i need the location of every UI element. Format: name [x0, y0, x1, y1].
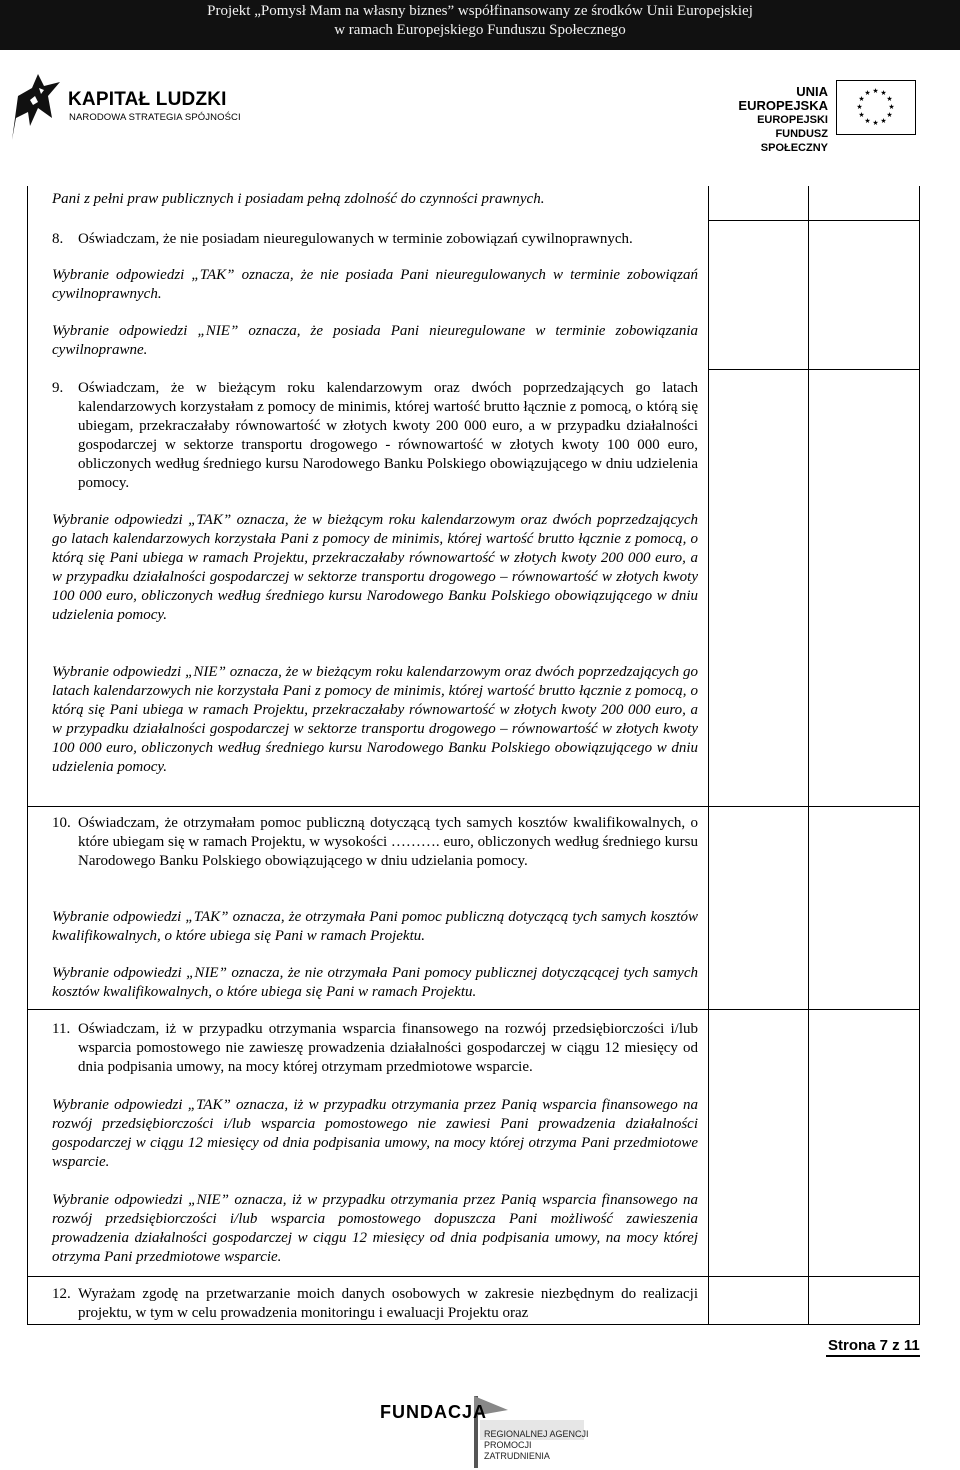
statement-12-text: Wyrażam zgodę na przetwarzanie moich danych osobowych w zakresie niezbędnym do realizacji projektu, w tym w celu prowadzenia monitoringu i ewaluacji Projektu oraz — [78, 1286, 698, 1321]
statement-9-number: 9. — [52, 380, 64, 396]
statement-11-yes-note: Wybranie odpowiedzi „TAK” oznacza, iż w przypadku otrzymania przez Panią wsparcia finansowego na rozwój przedsiębiorczości i/lub wsparcia pomostowego nie zawiesi Pani prowadzenia działalności gospodarczej w ciągu 12 miesięcy od dnia podpisania umowy, na mocy której otrzyma Pani przedmiotowe wsparcie. — [52, 1097, 698, 1170]
form-table — [27, 186, 920, 1325]
statement-8-no-note: Wybranie odpowiedzi „NIE” oznacza, że posiada Pani nieuregulowane w terminie zobowiązania cywilnoprawne. — [52, 323, 698, 358]
svg-text:★: ★ — [872, 119, 879, 127]
svg-text:★: ★ — [858, 95, 865, 103]
statement-9 — [52, 379, 698, 493]
statement-10 — [52, 814, 698, 871]
row-divider-10 — [28, 806, 919, 807]
statement-9-yes-note: Wybranie odpowiedzi „TAK” oznacza, że w bieżącym roku kalendarzowym oraz dwóch poprzedzających go latach kalendarzowych korzystała Pani z pomocy de minimis, której wartość brutto łącznie z pomocą, o którą się Pani ubiega w ramach Projektu, przekraczałaby równowartość w złotych kwoty 200 000 euro, a w przypadku działalności gospodarczej w sektorze transportu drogowego – równowartość w złotych kwoty 100 000 euro, obliczonych według średniego kursu Narodowego Banku Polskiego obowiązującego w dniu udzielenia pomocy. — [52, 512, 698, 623]
statement-9-no-note: Wybranie odpowiedzi „NIE” oznacza, że w bieżącym roku kalendarzowym oraz dwóch poprzedzających go latach kalendarzowych nie korzystała Pani z pomocy de minimis, której wartość brutto łącznie z pomocą, o którą się Pani ubiega w ramach Projektu, przekraczałaby równowartość w złotych kwoty 200 000 euro, a w przypadku działalności gospodarczej w sektorze transportu drogowego – równowartość w złotych kwoty 100 000 euro, obliczonych według średniego kursu Narodowego Banku Polskiego obowiązującego w dniu udzielenia pomocy. — [52, 664, 698, 775]
row-divider-12 — [28, 1276, 919, 1277]
svg-text:★: ★ — [856, 103, 863, 111]
eu-flag-icon — [836, 80, 916, 135]
svg-text:★: ★ — [872, 87, 879, 95]
statement-11-no-note: Wybranie odpowiedzi „NIE” oznacza, iż w przypadku otrzymania przez Panią wsparcia finansowego na rozwój przedsiębiorczości i/lub wsparcia pomostowego dopuszcza Pani możliwość zawieszenia prowadzenia działalności gospodarczej w ciągu 12 miesięcy od dnia podpisania umowy, na mocy której otrzyma Pani przedmiotowe wsparcie. — [52, 1192, 698, 1265]
svg-text:★: ★ — [864, 117, 871, 125]
agency-name — [484, 1429, 598, 1462]
table-column-divider-2 — [808, 186, 809, 1324]
svg-text:★: ★ — [880, 89, 887, 97]
kapital-ludzki-logo — [8, 66, 248, 146]
statement-10-text: Oświadczam, że otrzymałam pomoc publiczną dotyczącą tych samych kosztów kwalifikowalnych, o które ubiegam się w ramach Projektu, w wysokości ………. euro, obliczonych według średniego kursu Narodowego Banku Polskiego obowiązującego w dniu udzielania pomocy. — [78, 815, 698, 869]
kapital-ludzki-title: KAPITAŁ LUDZKI — [68, 89, 227, 110]
header-line-2: w ramach Europejskiego Funduszu Społecznego — [334, 22, 626, 38]
statement-11 — [52, 1020, 698, 1077]
agency-name-line-2: PROMOCJI ZATRUDNIENIA — [484, 1440, 550, 1461]
svg-text:★: ★ — [858, 111, 865, 119]
agency-name-line-1: REGIONALNEJ AGENCJI — [484, 1429, 589, 1439]
eu-logo-line-2: EUROPEJSKI — [757, 114, 828, 126]
eu-logo-line-3: FUNDUSZ SPOŁECZNY — [760, 128, 828, 154]
svg-text:★: ★ — [886, 111, 893, 119]
kapital-ludzki-emblem-icon — [8, 66, 64, 146]
statement-7-end: Pani z pełni praw publicznych i posiadam pełną zdolność do czynności prawnych. — [52, 191, 545, 207]
row-divider-9 — [708, 369, 919, 370]
statement-12-number: 12. — [52, 1286, 71, 1302]
statement-11-text: Oświadczam, iż w przypadku otrzymania wsparcia finansowego na rozwój przedsiębiorczości i/lub wsparcia pomostowego nie zawieszę prowadzenia działalności gospodarczej w ciągu 12 miesięcy od dnia podpisania umowy, na mocy której otrzymam przedmiotowe wsparcie. — [78, 1021, 698, 1075]
statement-8-number: 8. — [52, 231, 64, 247]
svg-text:★: ★ — [880, 117, 887, 125]
row-divider-11 — [28, 1009, 919, 1010]
eu-logo-line-1: UNIA EUROPEJSKA — [738, 84, 828, 113]
svg-text:★: ★ — [886, 95, 893, 103]
svg-text:★: ★ — [888, 103, 895, 111]
page-number: Strona 7 z 11 — [828, 1337, 920, 1354]
svg-text:★: ★ — [864, 89, 871, 97]
fundacja-title: FUNDACJA — [380, 1402, 487, 1422]
statement-8 — [52, 230, 698, 249]
statement-10-yes-note: Wybranie odpowiedzi „TAK” oznacza, że otrzymała Pani pomoc publiczną dotyczącą tych samych kosztów kwalifikowalnych, o które ubiega się Pani w ramach Projektu. — [52, 909, 698, 944]
statement-8-yes-note: Wybranie odpowiedzi „TAK” oznacza, że nie posiada Pani nieuregulowanych w terminie zobowiązań cywilnoprawnych. — [52, 267, 698, 302]
statement-12 — [52, 1285, 698, 1323]
table-column-divider-1 — [708, 186, 709, 1324]
statement-9-text: Oświadczam, że w bieżącym roku kalendarzowym oraz dwóch poprzedzających go latach kalendarzowych korzystałam z pomocy de minimis, której wartość brutto łącznie z pomocą, o którą się ubiegam, przekraczałaby równowartość w złotych kwoty 200 000 euro, a w przypadku działalności gospodarczej w sektorze transportu drogowego - równowartość w złotych kwoty 100 000 euro, obliczonych według średniego kursu Narodowego Banku Polskiego obowiązującego w dniu udzielenia pomocy. — [78, 380, 698, 491]
header-line-1: Projekt „Pomysł Mam na własny biznes” współfinansowany ze środków Unii Europejskiej — [207, 3, 753, 19]
kapital-ludzki-subtitle: NARODOWA STRATEGIA SPÓJNOŚCI — [69, 112, 241, 123]
statement-10-no-note: Wybranie odpowiedzi „NIE” oznacza, że nie otrzymała Pani pomocy publicznej dotyczącącej tych samych kosztów kwalifikowalnych, o które ubiega się Pani w ramach Projektu. — [52, 965, 698, 1000]
page-number-underline — [826, 1355, 920, 1357]
eu-logo — [720, 80, 920, 154]
statement-8-text: Oświadczam, że nie posiadam nieuregulowanych w terminie zobowiązań cywilnoprawnych. — [78, 231, 633, 247]
row-divider-8 — [708, 220, 919, 221]
eu-logo-text — [720, 85, 828, 155]
statement-11-number: 11. — [52, 1021, 71, 1037]
statement-10-number: 10. — [52, 815, 71, 831]
fundacja-logo — [378, 1390, 598, 1470]
document-header — [0, 0, 960, 50]
